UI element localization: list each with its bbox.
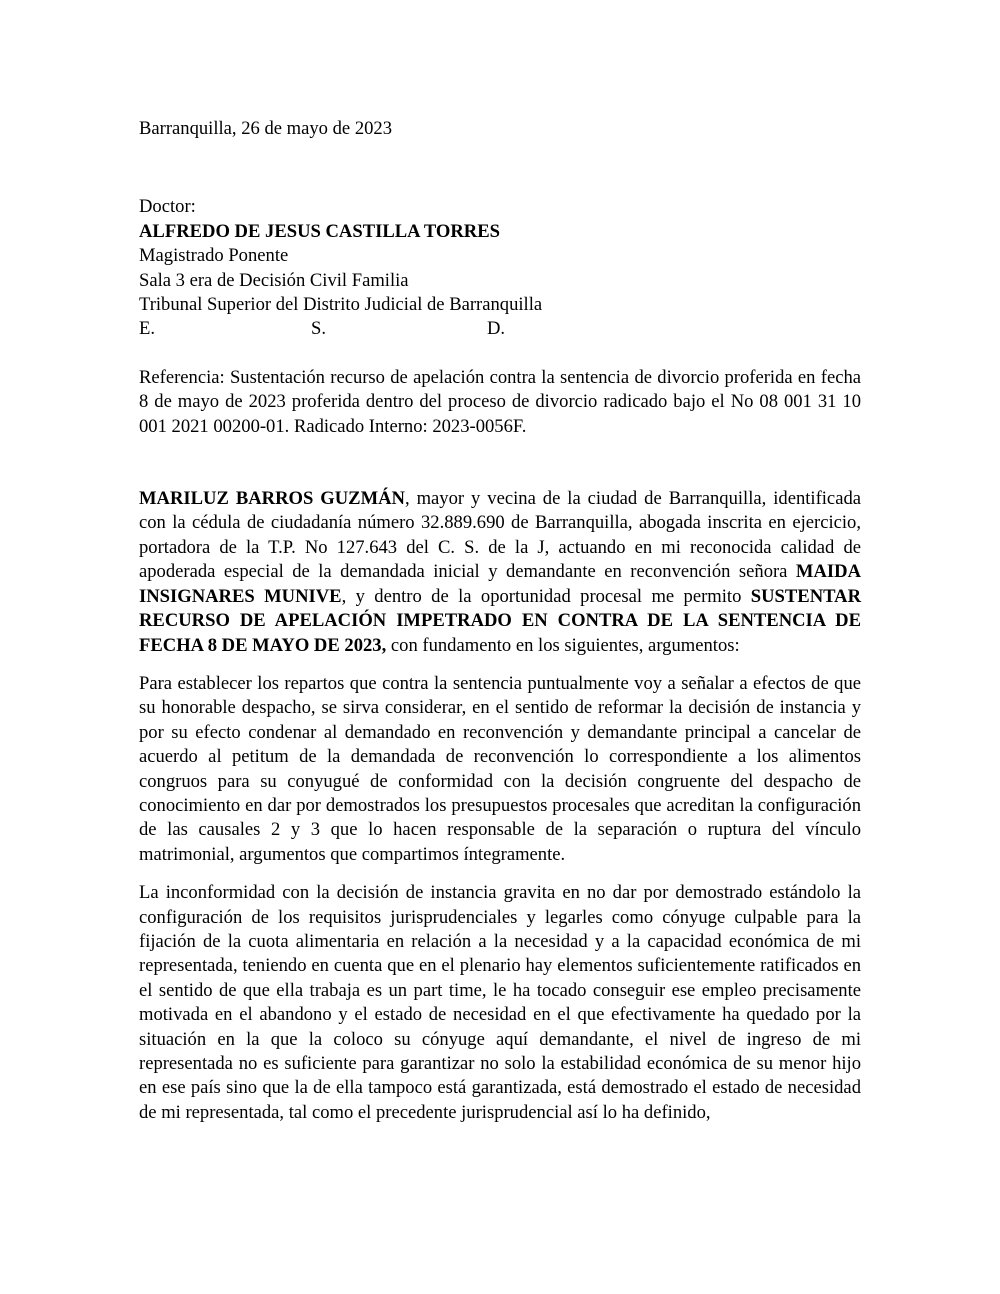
intro-paragraph [139,487,861,658]
salutation: Doctor: [139,196,196,218]
esd-e: E. [139,318,156,340]
client-name: MAIDA INSIGNARES MUNIVE [139,561,861,607]
recipient-block [139,195,861,341]
action-statement: SUSTENTAR RECURSO DE APELACIÓN IMPETRADO EN CONTRA DE LA SENTENCIA DE FECHA 8 DE MAYO DE 2023, [139,585,861,656]
recipient-title: Magistrado Ponente [139,245,289,267]
reference-paragraph: Referencia: Sustentación recurso de apelación contra la sentencia de divorcio proferida en fecha 8 de mayo de 2023 proferida dentro del proceso de divorcio radicado bajo el No 08 001 31 10 001 2021 00200-01. Radicado Interno: 2023-0056F. [139,366,861,437]
body-paragraph-3: La inconformidad con la decisión de instancia gravita en no dar por demostrado estándolo la configuración de los requisitos jurisprudenciales y legarles como cónyuge culpable para la fijación de la cuota alimentaria en relación a la necesidad y a la capacidad económica de mi representada, teniendo en cuenta que en el plenario hay elementos suficientemente ratificados en el sentido de que ella trabaja es un part time, le ha tocado conseguir ese empleo precisamente motivada en el abandono y el estado de necesidad en el que efectivamente ha quedado por la situación en la que la coloco su cónyuge aquí demandante, el nivel de ingreso de mi representada no es suficiente para garantizar no solo la estabilidad económica de su menor hijo en ese país sino que la de ella tampoco está garantizada, está demostrado el estado de necesidad de mi representada, tal como el precedente jurisprudencial así lo ha definido, [139,882,861,1123]
intro-text-a: , mayor y vecina de la ciudad de Barranquilla, identificada con la cédula de ciudadanía número 32.889.690 de Barranquilla, abogada inscrita en ejercicio, portadora de la T.P. No 127.643 del C. S. de la J, actuando en mi reconocida calidad de apoderada especial de la demandada inicial y demandante en reconvención señora [139,488,861,583]
intro-text-c: con fundamento en los siguientes, argumentos: [386,634,740,656]
intro-text-b: , y dentro de la oportunidad procesal me permito [341,585,751,607]
letter-body [139,117,861,1125]
date-line: Barranquilla, 26 de mayo de 2023 [139,118,393,139]
recipient-name: ALFREDO DE JESUS CASTILLA TORRES [139,220,500,242]
esd-d: D. [487,318,506,340]
author-name: MARILUZ BARROS GUZMÁN [139,488,405,510]
body-paragraph-2: Para establecer los repartos que contra la sentencia puntualmente voy a señalar a efectos de que su honorable despacho, se sirva considerar, en el sentido de reformar la decisión de instancia y por su efecto condenar al demandado en reconvención y demandante principal a cancelar de acuerdo al petitum de la demandada de reconvención lo correspondiente a los alimentos congruos para su conyugué de conformidad con la decisión congruente del despacho de conocimiento en dar por demostrados los presupuestos procesales que acreditan la configuración de las causales 2 y 3 que lo hacen responsable de la separación o ruptura del vínculo matrimonial, argumentos que compartimos íntegramente. [139,672,861,865]
esd-line [139,317,861,341]
recipient-court: Tribunal Superior del Distrito Judicial de Barranquilla [139,294,543,316]
recipient-chamber: Sala 3 era de Decisión Civil Familia [139,269,409,291]
esd-s: S. [311,318,326,340]
